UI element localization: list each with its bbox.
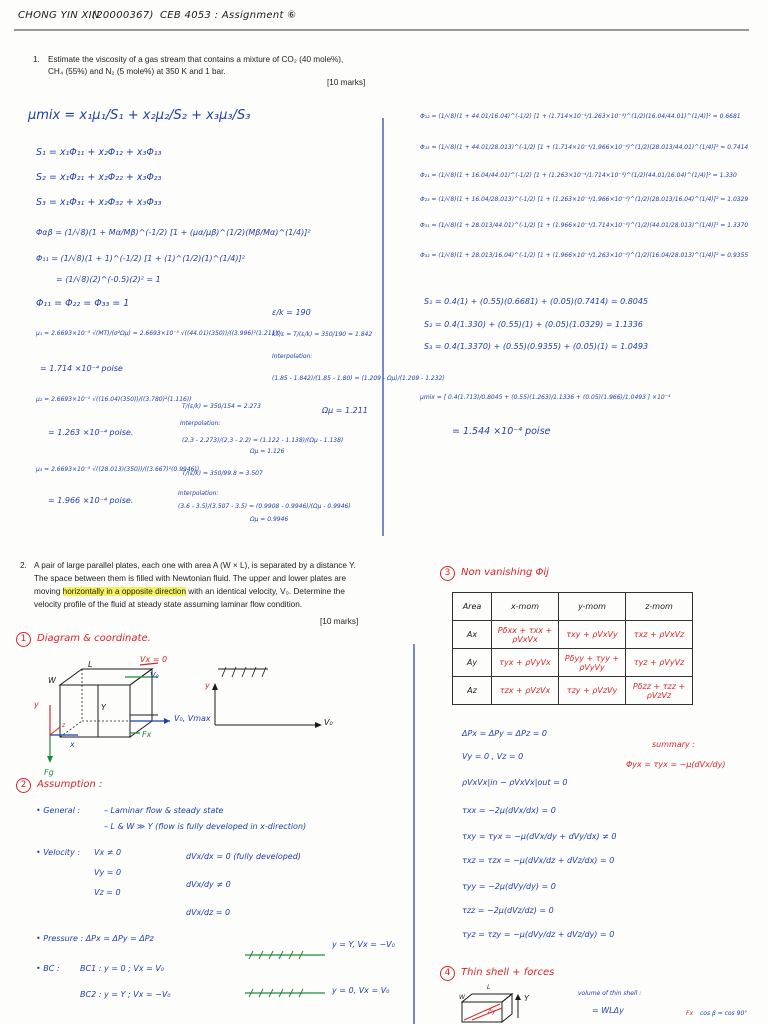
section4-heading [440,966,554,981]
interpolation-label-2: Interpolation: [180,420,221,427]
label-vx0: Vx = 0 [140,655,168,664]
bc1: BC1 : y = 0 ; Vx = V₀ [80,964,165,973]
assumption-general: • General : [36,806,81,815]
tau-xy: τxy = τyx = −μ(dVx/dy + dVy/dx) ≠ 0 [462,832,617,841]
bc-top-label: y = Y, Vx = −V₀ [332,940,395,949]
table-header-cell: y-mom [559,593,626,621]
mu-mix-substitution: μmix = [ 0.4(1.713)/0.8045 + (0.55)(1.263)/1.1336 + (0.05)(1.966)/1.0493 ] ×10⁻⁴ [420,394,671,401]
assumption-pressure: • Pressure : ΔPx = ΔPy = ΔPz [36,934,154,943]
section2-number: 2 [16,778,31,793]
label-v0-right: V₀ [324,718,333,727]
s3-value: S₃ = 0.4(1.3370) + (0.55)(0.9355) + (0.05)(1) = 1.0493 [424,342,649,351]
table-row [453,677,693,705]
q2-line1: A pair of large parallel plates, each one with area A (W × L), is separated by a distance Y. [34,561,356,570]
table-cell: τzy + ρVzVy [559,677,626,705]
phi-equal: Φ₁₁ = Φ₂₂ = Φ₃₃ = 1 [36,298,130,309]
table-row [453,621,693,649]
interpolation-1: (1.85 - 1.842)/(1.85 - 1.80) = (1.209 - Ωμ)/(1.209 - 1.232) [272,375,445,382]
pressure-zero: ΔPx = ΔPy = ΔPz = 0 [462,729,548,738]
table-cell: Pδxx + τxx + ρVxVx [492,621,559,649]
table-cell: τxz + ρVxVz [626,621,693,649]
shell-label-Y: Y [524,994,529,1003]
velocity-vy: Vy = 0 [94,868,122,877]
label-axis-z: z [62,722,66,729]
tau-zz: τzz = −2μ(dVz/dz) = 0 [462,906,554,915]
s2-value: S₂ = 0.4(1.330) + (0.55)(1) + (0.05)(1.0329) = 1.1336 [424,320,643,329]
phi12: Φ₁₂ = (1/√8)(1 + 44.01/16.04)^(-1/2) [1 + (1.714×10⁻⁴/1.263×10⁻⁴)^(1/2)(16.04/44.01)^(1/4)]² = 0.6681 [420,113,741,120]
q2-line3-post: with an identical velocity, V₀. Determine the [186,587,345,596]
mu1-kT: kT/ε = T/(ε/k) = 350/190 = 1.842 [272,331,373,338]
mu2-formula: μ₂ = 2.6693×10⁻⁵ √((16.04)(350))/((3.780)²(1.116)) [36,396,192,403]
q2-highlight: horizontally in a opposite direction [62,587,187,596]
table-cell: τxy + ρVxVy [559,621,626,649]
section2-title: Assumption : [37,779,103,790]
mu3-result: = 1.966 ×10⁻⁴ poise. [48,496,134,505]
tau-xz: τxz = τzx = −μ(dVx/dz + dVz/dx) = 0 [462,856,615,865]
convective-balance: ρVxVx|in − ρVxVx|out = 0 [462,778,568,787]
velocity-vz: Vz = 0 [94,888,121,897]
student-name: CHONG YIN XIN [18,10,100,21]
summary-equation: Φyx = τyx = −μ(dVx/dy) [626,760,726,769]
s1-definition: S₁ = x₁Φ₁₁ + x₂Φ₁₂ + x₃Φ₁₃ [36,147,162,158]
section1-heading [16,632,151,647]
phi21: Φ₂₁ = (1/√8)(1 + 16.04/44.01)^(-1/2) [1 + (1.263×10⁻⁴/1.714×10⁻⁴)^(1/2)(44.01/16.04)^(1/4)]² = 1.330 [420,172,737,179]
label-y-right: y [205,681,210,690]
table-cell: Pδzz + τzz + ρVzVz [626,677,693,705]
mu-mix-result: = 1.544 ×10⁻⁴ poise [452,426,551,437]
interpolation-3: (3.6 - 3.5)/(3.507 - 3.5) = (0.9908 - 0.9946)/(Ωμ - 0.9946) [178,503,351,510]
mu3-side: T/(ε/k) = 350/99.8 = 3.507 [182,470,263,477]
dvx-dz: dVx/dz = 0 [186,908,231,917]
label-W: W [48,676,56,685]
s3-definition: S₃ = x₁Φ₃₁ + x₂Φ₃₂ + x₃Φ₃₃ [36,197,162,208]
omega-1: Ωμ = 1.211 [322,406,368,415]
interpolation-label-3: Interpolation: [178,490,219,497]
q2-marks: [10 marks] [320,617,359,626]
table-cell: Az [453,677,492,705]
shell-label-L: L [487,984,491,991]
shell-label-W: W [459,994,465,1001]
mu1-result: = 1.714 ×10⁻⁴ poise [40,364,123,373]
tau-yz: τyz = τzy = −μ(dVy/dz + dVz/dy) = 0 [462,930,615,939]
section1-title: Diagram & coordinate. [37,633,151,644]
section3-number: 3 [440,566,455,581]
table-header-row [453,593,693,621]
table-cell: Pδyy + τyy + ρVyVy [559,649,626,677]
momentum-flux-table [452,592,693,705]
column-divider-top [382,118,386,538]
q1-text-line1: Estimate the viscosity of a gas stream that contains a mixture of CO₂ (40 mole%), [48,55,344,64]
phi23: Φ₂₃ = (1/√8)(1 + 16.04/28.013)^(-1/2) [1 + (1.263×10⁻⁴/1.966×10⁻⁴)^(1/2)(28.013/16.04)^(1/4)]² = 1.0329 [420,196,749,203]
q2-line2: The space between them is filled with Newtonian fluid. The upper and lower plates are [34,574,347,583]
table-cell: τyz + ρVyVz [626,649,693,677]
label-v0-top: V₀ [150,671,159,680]
mu2-result: = 1.263 ×10⁻⁴ poise. [48,428,134,437]
vy-vz-zero: Vy = 0 , Vz = 0 [462,752,524,761]
assumption-general-1: – Laminar flow & steady state [104,806,224,815]
label-axis-y: y [34,700,39,709]
section3-title: Non vanishing Φij [461,567,549,578]
bc2: BC2 : y = Y ; Vx = −V₀ [80,990,171,999]
section3-heading [440,566,549,581]
assumption-bc: • BC : [36,964,60,973]
tau-xx: τxx = −2μ(dVx/dx) = 0 [462,806,556,815]
mu2-side: T/(ε/k) = 350/154 = 2.273 [182,403,261,410]
q2-line3 [34,586,345,598]
label-v0-vmax: V₀, Vmax [174,714,211,723]
label-L: L [88,660,93,669]
phi13: Φ₁₃ = (1/√8)(1 + 44.01/28.013)^(-1/2) [1 + (1.714×10⁻⁴/1.966×10⁻⁴)^(1/2)(28.013/44.01)^(1/4)]² = 0.7414 [420,144,749,151]
label-Y: Y [101,703,106,712]
table-cell: τzx + ρVzVx [492,677,559,705]
q1-text-line2: CH₄ (55%) and N₂ (5 mole%) at 350 K and 1 bar. [48,67,226,76]
mu-mix-formula: μmix = x₁μ₁/S₁ + x₂μ₂/S₂ + x₃μ₃/S₃ [28,108,251,123]
omega-2: Ωμ = 1.126 [250,448,285,455]
tau-yy: τyy = −2μ(dVy/dy) = 0 [462,882,556,891]
table-cell: Ax [453,621,492,649]
phi32: Φ₃₂ = (1/√8)(1 + 28.013/16.04)^(-1/2) [1 + (1.966×10⁻⁴/1.263×10⁻⁴)^(1/2)(16.04/28.013)^(1/4)]² = 0.9355 [420,252,749,259]
bc-bottom-label: y = 0, Vx = V₀ [332,986,390,995]
phi11-step2: = (1/√8)(2)^(-0.5)(2)² = 1 [56,275,161,284]
dvx-dy: dVx/dy ≠ 0 [186,880,231,889]
phi-ab-formula: Φαβ = (1/√8)(1 + Mα/Mβ)^(-1/2) [1 + (μα/μβ)^(1/2)(Mβ/Mα)^(1/4)]² [36,228,311,237]
q2-line4: velocity profile of the fluid at steady state assuming laminar flow condition. [34,600,303,609]
s1-value: S₁ = 0.4(1) + (0.55)(0.6681) + (0.05)(0.7414) = 0.8045 [424,297,649,306]
s2-definition: S₂ = x₁Φ₂₁ + x₂Φ₂₂ + x₃Φ₂₃ [36,172,162,183]
assumption-general-2: – L & W ≫ Y (flow is fully developed in x-direction) [104,822,307,831]
table-header-cell: z-mom [626,593,693,621]
table-cell: τyx + ρVyVx [492,649,559,677]
omega-3: Ωμ = 0.9946 [250,516,289,523]
interpolation-2: (2.3 - 2.273)/(2.3 - 2.2) = (1.122 - 1.138)/(Ωμ - 1.138) [182,437,344,444]
bc-plates [245,945,335,1005]
label-fx: Fx [142,730,152,739]
table-header-cell: Area [453,593,492,621]
mu1-formula: μ₁ = 2.6693×10⁻⁵ √(MT)/(σ²Ωμ) = 2.6693×10⁻⁵ √((44.01)(350))/((3.996)²(1.211)) [36,330,281,337]
table-header-cell: x-mom [492,593,559,621]
table-row [453,649,693,677]
label-axis-x: x [70,740,75,749]
section4-number: 4 [440,966,455,981]
mu1-epsilon: ε/k = 190 [272,308,311,317]
shell-volume-label: volume of thin shell : [578,990,642,997]
shell-fx: Fx [686,1010,694,1017]
summary-label: summary : [652,740,695,749]
column-divider-bottom [413,644,417,1024]
phi31: Φ₃₁ = (1/√8)(1 + 28.013/44.01)^(-1/2) [1 + (1.966×10⁻⁴/1.714×10⁻⁴)^(1/2)(44.01/28.013)^(1/4)]² = 1.3370 [420,222,749,229]
phi11-step1: Φ₁₁ = (1/√8)(1 + 1)^(-1/2) [1 + (1)^(1/2)(1)^(1/4)]² [36,254,245,263]
label-fg: Fg [44,768,54,777]
student-id: (20000367) [92,10,154,21]
interpolation-label-1: Interpolation: [272,353,313,360]
mu3-formula: μ₃ = 2.6693×10⁻⁵ √((28.013)(350))/((3.667)²(0.9946)) [36,466,200,473]
header-underline [14,29,754,33]
table-cell: Ay [453,649,492,677]
section2-heading [16,778,102,793]
assumption-velocity: • Velocity : [36,848,81,857]
shell-label-dy: Δy [488,1008,496,1015]
velocity-vx: Vx ≠ 0 [94,848,122,857]
course-title: CEB 4053 : Assignment ⑥ [160,10,297,21]
q2-number: 2. [20,561,27,570]
q1-marks: [10 marks] [327,78,366,87]
q1-number: 1. [33,55,40,64]
dvx-dx: dVx/dx = 0 (fully developed) [186,852,301,861]
q2-line3-pre: moving [34,587,63,596]
section4-title: Thin shell + forces [461,967,555,978]
shell-volume: = WLΔy [592,1006,624,1015]
shell-angle: cos β = cos 90° [700,1010,748,1017]
section1-number: 1 [16,632,31,647]
